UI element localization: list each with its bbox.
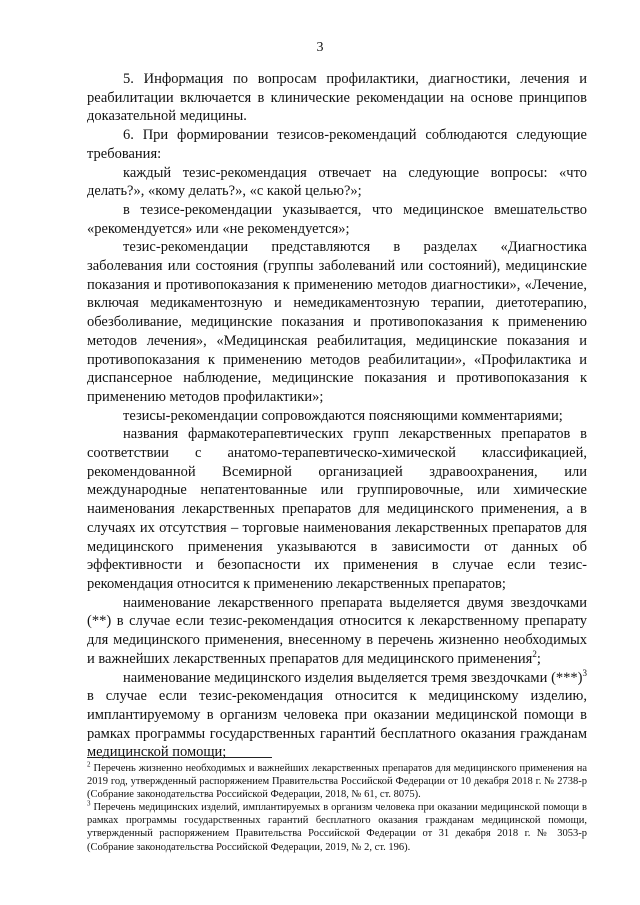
requirement-recommended: в тезисе-рекомендации указывается, что медицинское вмешательство «рекомендуется» или «не рекомендуется»; [87, 201, 587, 237]
paragraph-5: 5. Информация по вопросам профилактики, диагностики, лечения и реабилитации включается в клинические рекомендации на основе принципов доказательной медицины. [87, 71, 587, 125]
footnotes [87, 762, 587, 854]
requirement-drug-names: названия фармакотерапевтических групп лекарственных препаратов в соответствии с анатомо-терапевтическо-химической классификацией, рекомендованной Всемирной организацией здравоохранения, или международные непатентованные или группировочные, или химические наименования лекарственных препаратов для медицинского применения, а в случаях их отсутствия – торговые наименования лекарственных препаратов для медицинского применения указываются в зависимости от данных об эффективности и безопасности их применения в случае если тезис-рекомендация относится к применению лекарственных препаратов; [87, 426, 587, 592]
footnote-2-text: Перечень жизненно необходимых и важнейших лекарственных препаратов для медицинского применения на 2019 год, утвержденный распоряжением Правительства Российской Федерации от 10 декабря 2018 г. № 2738-р (Собрание законодательства Российской Федерации, 2018, № 61, ст. 8075). [87, 763, 587, 801]
footnote-mark-3: 3 [87, 799, 91, 808]
requirement-comments: тезисы-рекомендации сопровождаются поясняющими комментариями; [123, 407, 563, 424]
requirement-triple-star [87, 669, 587, 763]
double-star-text: наименование лекарственного препарата выделяется двумя звездочками (**) в случае если тезис-рекомендация относится к лекарственному препарату для медицинского применения, внесенному в перечень жизненно необходимых и важнейших лекарственных препаратов для медицинского применения [87, 594, 587, 667]
requirement-sections: тезис-рекомендации представляются в разделах «Диагностика заболевания или состояния (группы заболеваний или состояний), медицинские показания и противопоказания к применению методов диагностики», «Лечение, включая медикаментозную и немедикаментозную терапии, диетотерапию, обезболивание, медицинские показания и противопоказания к применению методов лечения», «Медицинская реабилитация, медицинские показания и противопоказания к применению методов реабилитации», «Профилактика и диспансерное наблюдение, медицинские показания и противопоказания к применению методов профилактики»; [87, 239, 587, 405]
triple-star-before: наименование медицинского изделия выделяется тремя звездочками (***) [123, 669, 583, 686]
footnote-divider [87, 757, 272, 758]
triple-star-after: в случае если тезис-рекомендация относится к медицинскому изделию, имплантируемому в организм человека при оказании медицинской помощи в рамках программы государственных гарантий бесплатного оказания гражданам медицинской помощи; [87, 688, 587, 761]
footnote-mark-2: 2 [87, 760, 91, 769]
requirement-double-star [87, 594, 587, 669]
requirement-questions: каждый тезис-рекомендация отвечает на следующие вопросы: «что делать?», «кому делать?», «с какой целью?»; [87, 164, 587, 200]
footnote-3-text: Перечень медицинских изделий, имплантируемых в организм человека при оказании медицинской помощи в рамках программы государственных гарантий бесплатного оказания гражданам медицинской помощи, утвержденный распоряжением Правительства Российской Федерации от 31 декабря 2018 г. № 3053-р (Собрание законодательства Российской Федерации, 2019, № 2, ст. 196). [87, 802, 587, 853]
body-text [87, 70, 587, 762]
paragraph-6: 6. При формировании тезисов-рекомендаций соблюдаются следующие требования: [87, 127, 587, 162]
footnote-2 [87, 762, 587, 801]
page-number: 3 [316, 40, 324, 55]
footnote-ref-2[interactable]: 2 [532, 648, 537, 659]
footnote-3 [87, 801, 587, 853]
double-star-tail: ; [536, 650, 541, 667]
footnote-ref-3[interactable]: 3 [582, 667, 587, 678]
